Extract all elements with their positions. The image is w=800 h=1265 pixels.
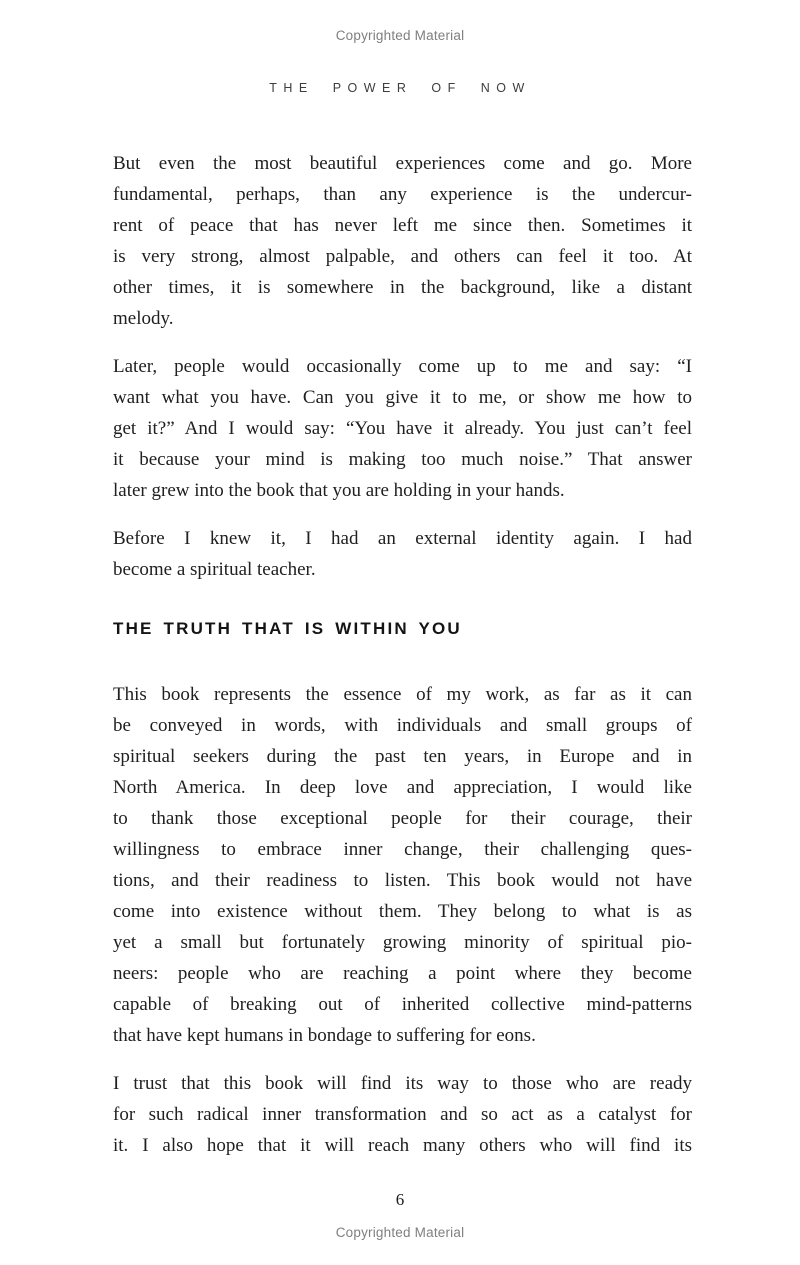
text-line: that have kept humans in bondage to suffering for eons. [113,1025,536,1046]
text-line: come into existence without them. They belong to what is as [113,901,692,922]
text-line: spiritual seekers during the past ten years, in Europe and in [113,746,692,767]
text-line: willingness to embrace inner change, their challenging ques- [113,839,692,860]
paragraph [113,679,692,1051]
page-body-text [113,148,692,1161]
text-line: North America. In deep love and appreciation, I would like [113,777,692,798]
text-line: want what you have. Can you give it to me, or show me how to [113,387,692,408]
text-line: capable of breaking out of inherited collective mind-patterns [113,994,692,1015]
text-line: melody. [113,308,174,329]
text-line: be conveyed in words, with individuals and small groups of [113,715,692,736]
text-line: rent of peace that has never left me since then. Sometimes it [113,215,692,236]
page-number: 6 [395,1190,405,1209]
section-heading: THE TRUTH THAT IS WITHIN YOU [113,619,462,638]
paragraph [113,523,692,585]
copyright-notice-bottom: Copyrighted Material [335,1225,465,1240]
text-line: it. I also hope that it will reach many others who will find its [113,1135,692,1156]
text-line: tions, and their readiness to listen. This book would not have [113,870,692,891]
text-line: I trust that this book will find its way to those who are ready [113,1073,692,1094]
text-line: is very strong, almost palpable, and others can feel it too. At [113,246,692,267]
text-line: This book represents the essence of my work, as far as it can [113,684,692,705]
paragraph [113,1068,692,1161]
copyright-notice-top: Copyrighted Material [335,28,465,43]
text-line: But even the most beautiful experiences come and go. More [113,153,692,174]
text-line: it because your mind is making too much noise.” That answer [113,449,692,470]
running-header-book-title: THE POWER OF NOW [269,81,531,95]
text-line: fundamental, perhaps, than any experience is the undercur- [113,184,692,205]
text-line: get it?” And I would say: “You have it already. You just can’t feel [113,418,692,439]
text-line: neers: people who are reaching a point where they become [113,963,692,984]
paragraph [113,351,692,506]
text-line: become a spiritual teacher. [113,559,316,580]
paragraph [113,148,692,334]
text-line: Before I knew it, I had an external identity again. I had [113,528,692,549]
text-line: Later, people would occasionally come up to me and say: “I [113,356,692,377]
text-line: other times, it is somewhere in the background, like a distant [113,277,692,298]
text-line: for such radical inner transformation and so act as a catalyst for [113,1104,692,1125]
text-line: yet a small but fortunately growing minority of spiritual pio- [113,932,692,953]
text-line: to thank those exceptional people for their courage, their [113,808,692,829]
text-line: later grew into the book that you are holding in your hands. [113,480,565,501]
